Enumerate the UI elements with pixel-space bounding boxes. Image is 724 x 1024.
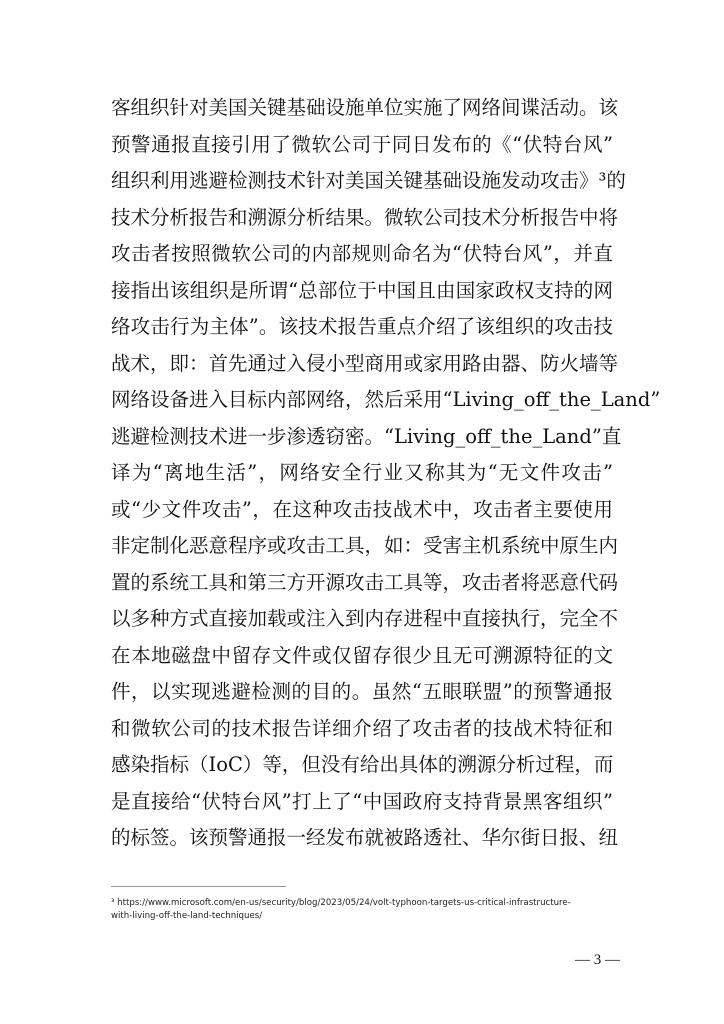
page-number: — 3 —: [575, 952, 620, 968]
body-line: 战术，即：首先通过入侵小型商用或家用路由器、防火墙等: [111, 351, 619, 375]
body-line: 件，以实现逃避检测的目的。虽然“五眼联盟”的预警通报: [111, 680, 613, 703]
body-line: 网络设备进入目标内部网络，然后采用“Living_off_the_Land”: [111, 388, 661, 411]
body-line: 攻击者按照微软公司的内部规则命名为“伏特台风”，并直: [111, 242, 613, 265]
body-line: 络攻击行为主体”。该技术报告重点介绍了该组织的攻击技: [111, 315, 613, 338]
body-line: 非定制化恶意程序或攻击工具，如：受害主机系统中原生内: [111, 534, 619, 557]
footnote-line-2: with-living-off-the-land-techniques/: [111, 911, 263, 921]
body-line: 和微软公司的技术报告详细介绍了攻击者的技战术特征和: [111, 716, 613, 740]
body-line: 逃避检测技术进一步渗透窃密。“Living_off_the_Land”直: [111, 424, 622, 448]
body-line: 或“少文件攻击”，在这种攻击技战术中，攻击者主要使用: [111, 497, 613, 521]
body-line: 接指出该组织是所谓“总部位于中国且由国家政权支持的网: [111, 278, 613, 302]
body-line: 译为“离地生活”，网络安全行业又称其为“无文件攻击”: [111, 461, 613, 484]
body-line: 在本地磁盘中留存文件或仅留存很少且无可溯源特征的文: [111, 643, 613, 667]
body-line: 感染指标（IoC）等，但没有给出具体的溯源分析过程，而: [111, 753, 614, 776]
body-line: 是直接给“伏特台风”打上了“中国政府支持背景黑客组织”: [111, 789, 613, 813]
body-line: 以多种方式直接加载或注入到内存进程中直接执行，完全不: [111, 607, 619, 630]
footnote-line-1: ³ https://www.microsoft.com/en-us/security/blog/2023/05/24/volt-typhoon-targets-us-critical-infrastructure-: [111, 898, 571, 908]
body-line: 置的系统工具和第三方开源攻击工具等，攻击者将恶意代码: [111, 570, 619, 594]
body-line: 的标签。该预警通报一经发布就被路透社、华尔街日报、纽: [111, 826, 619, 849]
body-line: 预警通报直接引用了微软公司于同日发布的《“伏特台风”: [111, 132, 613, 156]
body-line: 技术分析报告和溯源分析结果。微软公司技术分析报告中将: [111, 205, 619, 229]
body-line: 组织利用逃避检测技术针对美国关键基础设施发动攻击》³的: [111, 169, 626, 192]
body-line: 客组织针对美国关键基础设施单位实施了网络间谍活动。该: [111, 96, 619, 119]
footnote-divider: [111, 886, 286, 887]
